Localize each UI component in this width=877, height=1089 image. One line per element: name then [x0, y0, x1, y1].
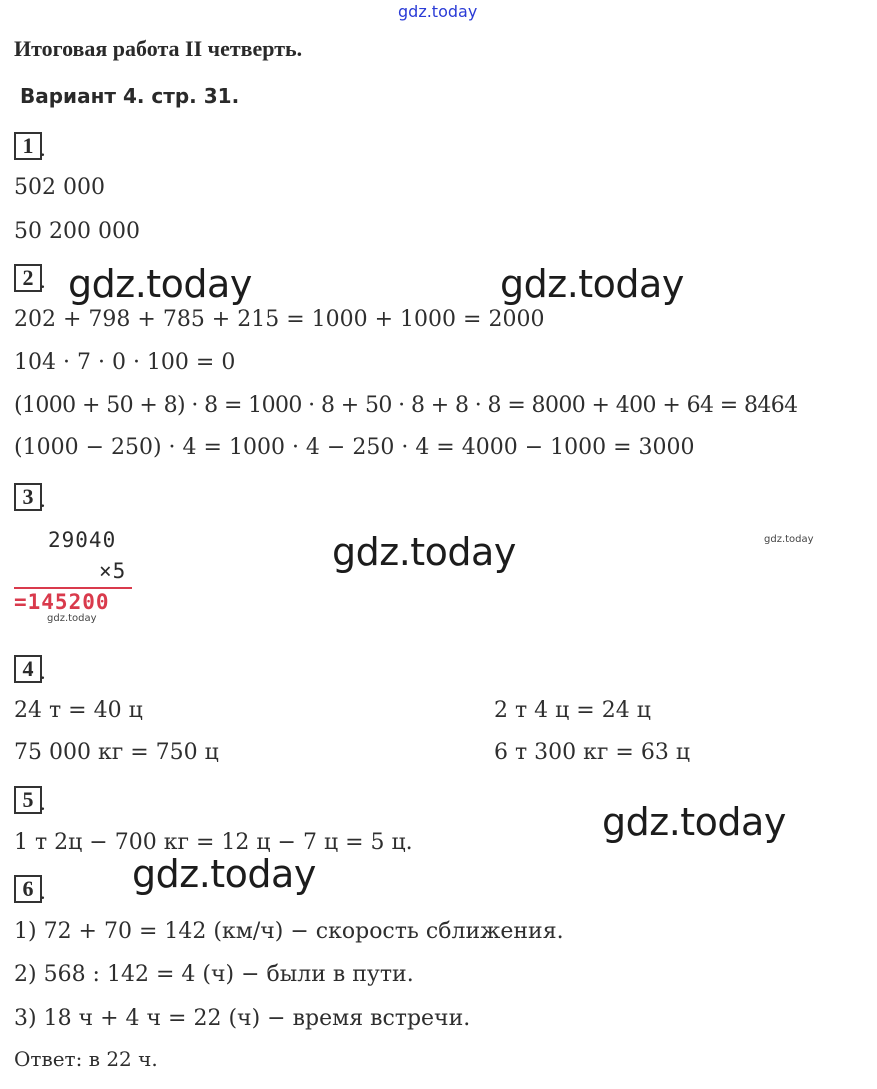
- multiplication-rule: [14, 587, 132, 589]
- watermark-big-1: gdz.today: [68, 262, 252, 306]
- watermark-big-3: gdz.today: [332, 530, 516, 574]
- task-5-line: 1 т 2ц − 700 кг = 12 ц − 7 ц = 5 ц.: [14, 830, 413, 855]
- watermark-big-2: gdz.today: [500, 262, 684, 306]
- task-2-line-2: 104 · 7 · 0 · 100 = 0: [14, 350, 236, 375]
- variant-subtitle: Вариант 4. стр. 31.: [20, 84, 240, 108]
- task-4-dot: .: [40, 659, 46, 684]
- task-6-line-2: 2) 568 : 142 = 4 (ч) − были в пути.: [14, 962, 414, 987]
- task-3-dot: .: [40, 487, 46, 512]
- task-5-number: 5: [14, 786, 42, 814]
- task-2-line-3: (1000 + 50 + 8) · 8 = 1000 · 8 + 50 · 8 + 8 · 8 = 8000 + 400 + 64 = 8464: [14, 393, 798, 418]
- watermark-small-2: gdz.today: [764, 534, 814, 545]
- task-1-line-1: 502 000: [14, 175, 105, 200]
- task-2-dot: .: [40, 268, 46, 293]
- multiplication-result: =145200: [14, 590, 110, 614]
- task-6-dot: .: [40, 879, 46, 904]
- multiplier: ×5: [99, 559, 127, 583]
- task-4-right-2: 6 т 300 кг = 63 ц: [494, 740, 690, 765]
- task-6-line-3: 3) 18 ч + 4 ч = 22 (ч) − время встречи.: [14, 1006, 471, 1031]
- watermark-small-1: gdz.today: [47, 613, 97, 624]
- task-2-line-1: 202 + 798 + 785 + 215 = 1000 + 1000 = 2000: [14, 307, 545, 332]
- task-1-line-2: 50 200 000: [14, 219, 140, 244]
- task-2-line-4: (1000 − 250) · 4 = 1000 · 4 − 250 · 4 = 4000 − 1000 = 3000: [14, 435, 695, 460]
- watermark-big-4: gdz.today: [602, 800, 786, 844]
- page-title: Итоговая работа II четверть.: [14, 36, 303, 61]
- task-2-number: 2: [14, 264, 42, 292]
- task-5-dot: .: [40, 790, 46, 815]
- task-1-number: 1: [14, 132, 42, 160]
- task-4-right-1: 2 т 4 ц = 24 ц: [494, 698, 651, 723]
- task-4-left-1: 24 т = 40 ц: [14, 698, 143, 723]
- watermark-top: gdz.today: [398, 2, 478, 21]
- task-4-left-2: 75 000 кг = 750 ц: [14, 740, 219, 765]
- multiplicand: 29040: [48, 528, 117, 552]
- task-1-dot: .: [40, 136, 46, 161]
- task-4-number: 4: [14, 655, 42, 683]
- watermark-big-5: gdz.today: [132, 852, 316, 896]
- task-6-answer: Ответ: в 22 ч.: [14, 1047, 158, 1071]
- task-3-number: 3: [14, 483, 42, 511]
- task-6-line-1: 1) 72 + 70 = 142 (км/ч) − скорость сближения.: [14, 919, 564, 944]
- task-6-number: 6: [14, 875, 42, 903]
